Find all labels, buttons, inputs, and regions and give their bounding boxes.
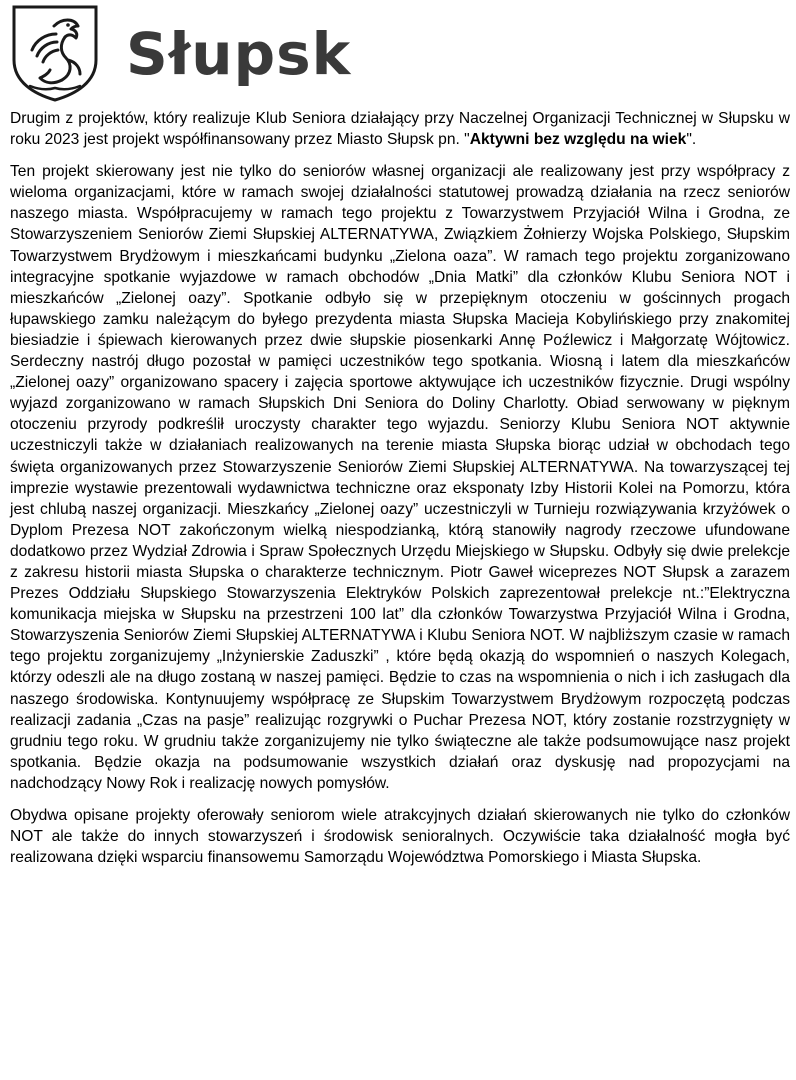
intro-text-before: Drugim z projektów, który realizuje Klub Seniora działający przy Naczelnej Organizacji Technicznej w Słupsku w roku 2023 jest projekt współfinansowany przez Miasto Słupsk pn. " [10, 110, 790, 149]
project-description-paragraph: Ten projekt skierowany jest nie tylko do seniorów własnej organizacji ale realizowany jest przy współpracy z wieloma organizacjami, które w ramach swojej działalności statutowej prowadzą działania na rzecz seniorów naszego miasta. Współpracujemy w ramach tego projektu z Towarzystwem Przyjaciół Wilna i Grodna, ze Stowarzyszeniem Seniorów Ziemi Słupskiej ALTERNATYWA, Związkiem Żołnierzy Wojska Polskiego, Słupskim Towarzystwem Brydżowym i mieszkańcami budynku „Zielona oaza”. W ramach tego projektu zorganizowano integracyjne spotkanie wyjazdowe w ramach obchodów „Dnia Matki” dla członków Klubu Seniora NOT i mieszkańców „Zielonej oazy”. Spotkanie odbyło się w przepięknym otoczeniu w gościnnych progach łupawskiego zamku należącym do byłego prezydenta miasta Słupska Macieja Kobylińskiego przy znakomitej biesiadzie i śpiewach kierowanych przez dwie słupskie piosenkarki Annę Poźlewicz i Małgorzatę Wójtowicz. Serdeczny nastrój długo pozostał w pamięci uczestników tego spotkania. Wiosną i latem dla mieszkańców „Zielonej oazy” organizowano spacery i zajęcia sportowe aktywujące ich uczestników fizycznie. Drugi wspólny wyjazd zorganizowano w ramach Słupskich Dni Seniora do Doliny Charlotty. Obiad serwowany w pięknym otoczeniu przyrody podkreślił uroczysty charakter tego wyjazdu. Seniorzy Klubu Seniora NOT aktywnie uczestniczyli także w działaniach realizowanych na terenie miasta Słupska biorąc udział w obchodach tego święta organizowanych przez Stowarzyszenie Seniorów Ziemi Słupskiej ALTERNATYWA. Na towarzyszącej tej imprezie wystawie prezentowali wydawnictwa techniczne oraz eksponaty Izby Historii Kolei na Pomorzu, która jest chlubą naszej organizacji. Mieszkańcy „Zielonej oazy” uczestniczyli w Turnieju rozwiązywania krzyżówek o Dyplom Prezesa NOT zakończonym wielką niespodzianką, którą stanowiły nagrody rzeczowe ufundowane dodatkowo przez Wydział Zdrowia i Spraw Społecznych Urzędu Miejskiego w Słupsku. Odbyły się dwie prelekcje z zakresu historii miasta Słupska o charakterze technicznym. Piotr Gaweł wiceprezes NOT Słupsk a zarazem Prezes Oddziału Słupskiego Stowarzyszenia Elektryków Polskich zaprezentował prelekcje nt.:”Elektryczna komunikacja miejska w Słupsku na przestrzeni 100 lat” dla członków Towarzystwa Przyjaciół Wilna i Grodna, Stowarzyszenia Seniorów Ziemi Słupskiej ALTERNATYWA i Klubu Seniora NOT. W najbliższym czasie w ramach tego projektu zorganizujemy „Inżynierskie Zaduszki” , które będą okazją do wspomnień o naszych Kolegach, którzy odeszli ale na długo zostaną w naszej pamięci. Będzie to czas na wspomnienia o nich i ich zasługach dla naszego środowiska. Kontynuujemy współpracę ze Słupskim Towarzystwem Brydżowym rozpoczętą podczas realizacji zadania „Czas na pasje” realizując rozgrywki o Puchar Prezesa NOT, który zostanie rozstrzygnięty w grudniu tego roku. W grudniu także zorganizujemy nie tylko świąteczne ale także podsumowujące nasz projekt spotkania. Będzie okazja na podsumowanie wszystkich działań oraz dyskusję nad propozycjami na nadchodzący Nowy Rok i realizację nowych pomysłów. [10, 163, 790, 792]
brand-name: Słupsk [126, 20, 352, 88]
closing-paragraph: Obydwa opisane projekty oferowały seniorom wiele atrakcyjnych działań skierowanych nie tylko do członków NOT ale także do innych stowarzyszeń i środowisk senioralnych. Oczywiście taka działalność mogła być realizowana dzięki wsparciu finansowemu Samorządu Województwa Pomorskiego i Miasta Słupska. [10, 807, 790, 867]
intro-text-after: ". [686, 131, 697, 149]
slupsk-crest-icon [10, 4, 100, 102]
document-body [10, 108, 790, 868]
page-header [10, 4, 351, 102]
project-name: Aktywni bez względu na wiek [469, 131, 687, 149]
intro-paragraph [10, 108, 790, 150]
